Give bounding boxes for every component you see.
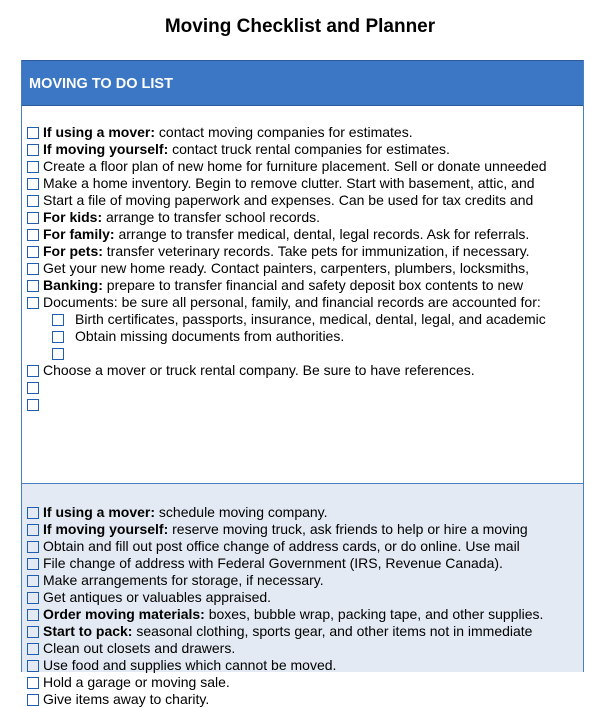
checkbox-icon[interactable] bbox=[27, 677, 39, 689]
todo-table bbox=[21, 60, 584, 707]
item-text: Use food and supplies which cannot be moved. bbox=[43, 657, 337, 673]
checklist-item bbox=[27, 640, 579, 657]
checkbox-icon[interactable] bbox=[27, 382, 39, 394]
checkbox-icon[interactable] bbox=[27, 626, 39, 638]
item-text: Give items away to charity. bbox=[43, 691, 210, 707]
item-bold-label: For family: bbox=[43, 226, 115, 242]
checkbox-icon[interactable] bbox=[52, 331, 64, 343]
item-text: Documents: be sure all personal, family, and financial records are accounted for: bbox=[43, 294, 541, 310]
section-second bbox=[22, 484, 583, 707]
checkbox-icon[interactable] bbox=[27, 507, 39, 519]
checkbox-icon[interactable] bbox=[27, 161, 39, 173]
checklist-item bbox=[27, 158, 579, 175]
checkbox-icon[interactable] bbox=[27, 575, 39, 587]
item-text: schedule moving company. bbox=[155, 504, 328, 520]
checkbox-icon[interactable] bbox=[27, 524, 39, 536]
checklist-item bbox=[27, 328, 579, 345]
checklist-item bbox=[27, 192, 579, 209]
checklist-item bbox=[27, 243, 579, 260]
item-bold-label: For pets: bbox=[43, 243, 103, 259]
checkbox-icon[interactable] bbox=[27, 399, 39, 411]
checklist-item bbox=[27, 124, 579, 141]
checklist-item bbox=[27, 175, 579, 192]
checklist-section-2 bbox=[27, 504, 579, 708]
checkbox-icon[interactable] bbox=[27, 144, 39, 156]
checklist-item bbox=[27, 623, 579, 640]
checkbox-icon[interactable] bbox=[27, 609, 39, 621]
checkbox-icon[interactable] bbox=[27, 694, 39, 706]
checklist-item bbox=[27, 538, 579, 555]
item-text: seasonal clothing, sports gear, and other items not in immediate bbox=[132, 623, 533, 639]
checklist-item bbox=[27, 691, 579, 708]
item-text: arrange to transfer school records. bbox=[102, 209, 321, 225]
checklist-section-1 bbox=[27, 124, 579, 413]
item-text: contact moving companies for estimates. bbox=[155, 124, 413, 140]
checkbox-icon[interactable] bbox=[27, 365, 39, 377]
item-text: Obtain missing documents from authorities. bbox=[75, 328, 345, 344]
item-bold-label: If using a mover: bbox=[43, 504, 156, 520]
item-text: boxes, bubble wrap, packing tape, and other supplies. bbox=[204, 606, 544, 622]
checkbox-icon[interactable] bbox=[52, 314, 64, 326]
checklist-item bbox=[27, 141, 579, 158]
checklist-item bbox=[27, 362, 579, 379]
checklist-item bbox=[27, 396, 579, 413]
item-text: transfer veterinary records. Take pets for immunization, if necessary. bbox=[102, 243, 530, 259]
table-header bbox=[22, 60, 583, 106]
checklist-item bbox=[27, 521, 579, 538]
checkbox-icon[interactable] bbox=[27, 280, 39, 292]
checkbox-icon[interactable] bbox=[52, 348, 64, 360]
checklist-item bbox=[27, 572, 579, 589]
checklist-item bbox=[27, 379, 579, 396]
checklist-item bbox=[27, 345, 579, 362]
item-text: contact truck rental companies for estimates. bbox=[168, 141, 450, 157]
item-text: Clean out closets and drawers. bbox=[43, 640, 236, 656]
item-bold-label: If moving yourself: bbox=[43, 521, 169, 537]
item-text: reserve moving truck, ask friends to help or hire a moving bbox=[168, 521, 528, 537]
checkbox-icon[interactable] bbox=[27, 297, 39, 309]
checkbox-icon[interactable] bbox=[27, 263, 39, 275]
page-title: Moving Checklist and Planner bbox=[164, 16, 436, 37]
section-first bbox=[22, 106, 583, 484]
checklist-item bbox=[27, 209, 579, 226]
checklist-item bbox=[27, 606, 579, 623]
item-text: Make arrangements for storage, if necessary. bbox=[43, 572, 324, 588]
checkbox-icon[interactable] bbox=[27, 178, 39, 190]
checkbox-icon[interactable] bbox=[27, 229, 39, 241]
item-text: Obtain and fill out post office change of address cards, or do online. Use mail bbox=[43, 538, 520, 554]
item-text: File change of address with Federal Government (IRS, Revenue Canada). bbox=[43, 555, 503, 571]
checklist-item bbox=[27, 294, 579, 311]
header-label: MOVING TO DO LIST bbox=[29, 76, 173, 92]
checklist-item bbox=[27, 504, 579, 521]
item-bold-label: If moving yourself: bbox=[43, 141, 169, 157]
item-bold-label: If using a mover: bbox=[43, 124, 156, 140]
item-bold-label: Banking: bbox=[43, 277, 103, 293]
checklist-item bbox=[27, 589, 579, 606]
checkbox-icon[interactable] bbox=[27, 558, 39, 570]
checkbox-icon[interactable] bbox=[27, 660, 39, 672]
item-text: Get antiques or valuables appraised. bbox=[43, 589, 272, 605]
checkbox-icon[interactable] bbox=[27, 127, 39, 139]
checkbox-icon[interactable] bbox=[27, 541, 39, 553]
item-text: Make a home inventory. Begin to remove clutter. Start with basement, attic, and bbox=[43, 175, 535, 191]
checklist-item bbox=[27, 674, 579, 691]
checklist-item bbox=[27, 657, 579, 674]
item-text: Hold a garage or moving sale. bbox=[43, 674, 230, 690]
item-bold-label: Start to pack: bbox=[43, 623, 133, 639]
checklist-item bbox=[27, 277, 579, 294]
item-text: Create a floor plan of new home for furniture placement. Sell or donate unneeded bbox=[43, 158, 547, 174]
checkbox-icon[interactable] bbox=[27, 195, 39, 207]
item-bold-label: Order moving materials: bbox=[43, 606, 205, 622]
checklist-item bbox=[27, 226, 579, 243]
checkbox-icon[interactable] bbox=[27, 643, 39, 655]
checklist-item bbox=[27, 555, 579, 572]
item-text: Get your new home ready. Contact painters, carpenters, plumbers, locksmiths, bbox=[43, 260, 530, 276]
checklist-item bbox=[27, 260, 579, 277]
item-text: Choose a mover or truck rental company. Be sure to have references. bbox=[43, 362, 475, 378]
item-bold-label: For kids: bbox=[43, 209, 103, 225]
item-text: arrange to transfer medical, dental, legal records. Ask for referrals. bbox=[114, 226, 530, 242]
checklist-item bbox=[27, 311, 579, 328]
checkbox-icon[interactable] bbox=[27, 246, 39, 258]
checkbox-icon[interactable] bbox=[27, 212, 39, 224]
item-text: Birth certificates, passports, insurance, medical, dental, legal, and academic bbox=[75, 311, 546, 327]
checkbox-icon[interactable] bbox=[27, 592, 39, 604]
item-text: prepare to transfer financial and safety deposit box contents to new bbox=[102, 277, 524, 293]
item-text: Start a file of moving paperwork and expenses. Can be used for tax credits and bbox=[43, 192, 534, 208]
